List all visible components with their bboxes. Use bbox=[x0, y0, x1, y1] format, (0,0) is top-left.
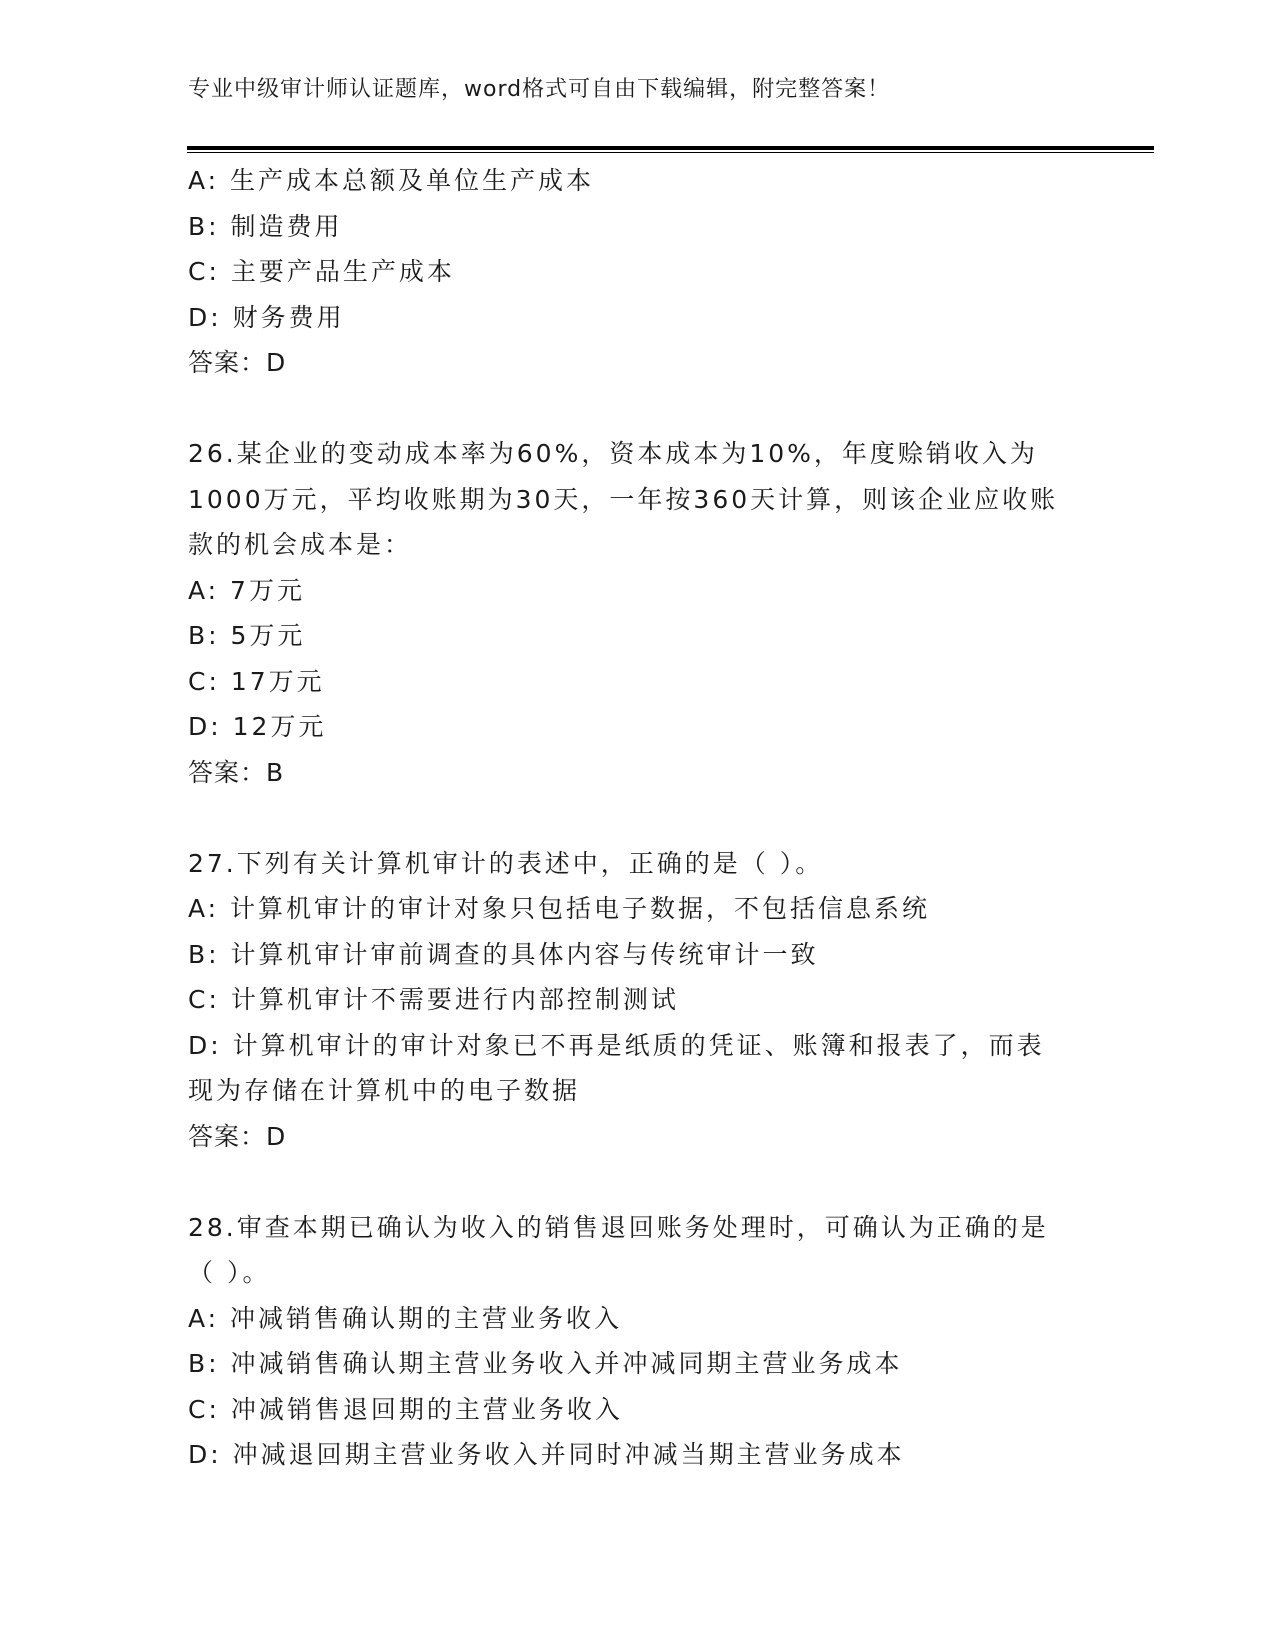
question-27-block bbox=[188, 841, 1088, 1160]
option-line: D: 12万元 bbox=[188, 712, 327, 741]
question-content bbox=[188, 158, 1088, 1478]
answer-line: 答案：D bbox=[188, 1121, 287, 1151]
page-header: 专业中级审计师认证题库，word格式可自由下载编辑，附完整答案！ bbox=[188, 77, 891, 102]
option-line: B: 制造费用 bbox=[188, 211, 343, 241]
option-line: A: 7万元 bbox=[188, 575, 305, 605]
question-text: 27.下列有关计算机审计的表述中，正确的是（ ）。 bbox=[188, 848, 824, 878]
option-line: D: 计算机审计的审计对象已不再是纸质的凭证、账簿和报表了，而表 bbox=[188, 1030, 1045, 1060]
question-26-block bbox=[188, 431, 1088, 795]
option-line: B: 冲减销售确认期主营业务收入并冲减同期主营业务成本 bbox=[188, 1349, 903, 1378]
question-text: 1000万元，平均收账期为30天，一年按360天计算，则该企业应收账 bbox=[188, 484, 1059, 514]
question-gap bbox=[188, 386, 1088, 432]
question-gap bbox=[188, 1159, 1088, 1205]
option-line: C: 主要产品生产成本 bbox=[188, 257, 455, 286]
question-text: （ ）。 bbox=[188, 1258, 271, 1287]
question-text: 款的机会成本是： bbox=[188, 530, 413, 559]
option-line: B: 5万元 bbox=[188, 621, 306, 650]
option-line: C: 冲减销售退回期的主营业务收入 bbox=[188, 1394, 623, 1424]
option-line: C: 17万元 bbox=[188, 666, 325, 696]
option-line: D: 财务费用 bbox=[188, 302, 345, 332]
option-line: A: 生产成本总额及单位生产成本 bbox=[188, 166, 595, 195]
option-line: B: 计算机审计审前调查的具体内容与传统审计一致 bbox=[188, 939, 819, 969]
question-28-block bbox=[188, 1205, 1088, 1478]
option-line: C: 计算机审计不需要进行内部控制测试 bbox=[188, 985, 679, 1014]
option-line: A: 计算机审计的审计对象只包括电子数据，不包括信息系统 bbox=[188, 894, 931, 923]
prev-question-block bbox=[188, 158, 1088, 386]
header-rule-thin bbox=[187, 152, 1154, 153]
question-text: 28.审查本期已确认为收入的销售退回账务处理时，可确认为正确的是 bbox=[188, 1212, 1049, 1242]
option-line: D: 冲减退回期主营业务收入并同时冲减当期主营业务成本 bbox=[188, 1440, 905, 1469]
header-rule-thick bbox=[187, 146, 1154, 150]
answer-line: 答案：B bbox=[188, 757, 285, 787]
question-gap bbox=[188, 795, 1088, 841]
answer-line: 答案：D bbox=[188, 348, 287, 377]
question-text: 26.某企业的变动成本率为60%，资本成本为10%，年度赊销收入为 bbox=[188, 439, 1038, 468]
option-line: A: 冲减销售确认期的主营业务收入 bbox=[188, 1303, 623, 1333]
option-line-continued: 现为存储在计算机中的电子数据 bbox=[188, 1076, 581, 1105]
